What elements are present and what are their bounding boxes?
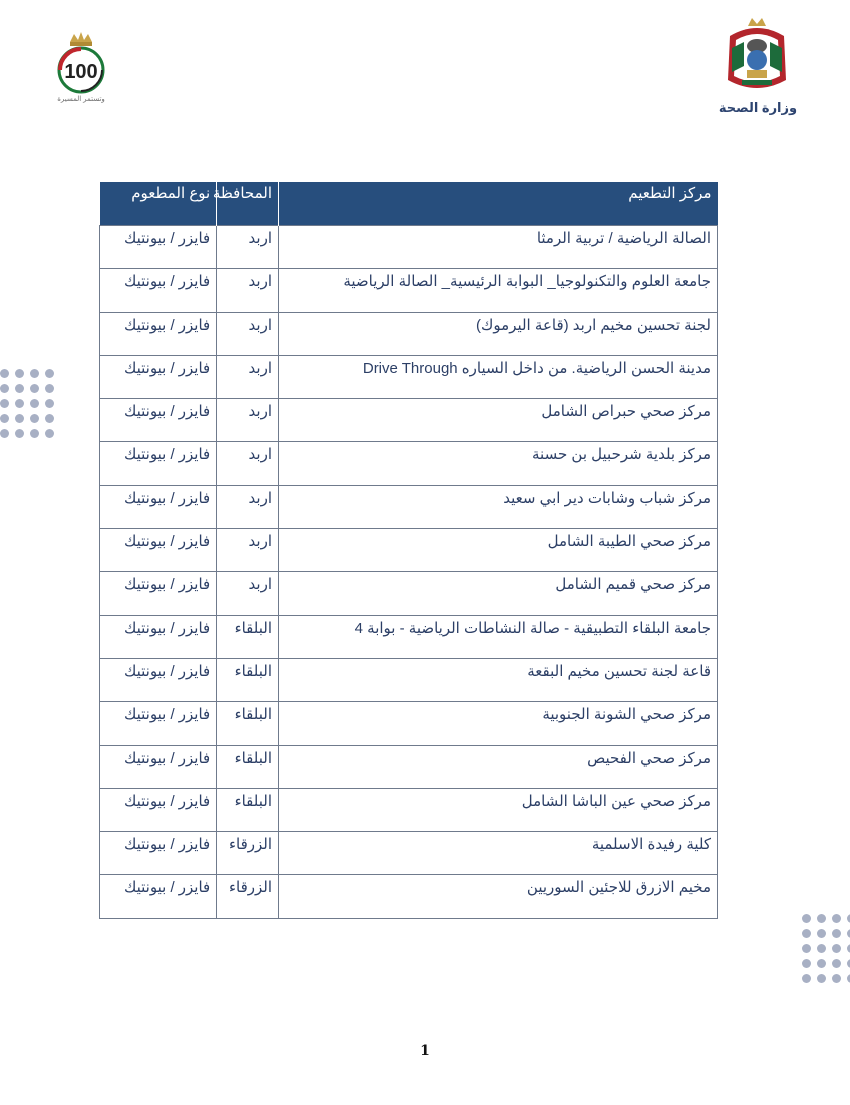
- cell-governorate: البلقاء: [217, 788, 279, 831]
- cell-vaccine: فايزر / بيونتيك: [100, 572, 217, 615]
- cell-vaccine: فايزر / بيونتيك: [100, 355, 217, 398]
- cell-vaccine: فايزر / بيونتيك: [100, 745, 217, 788]
- table-row: [100, 658, 718, 701]
- table-row: [100, 832, 718, 875]
- ministry-logo: [722, 14, 792, 100]
- cell-governorate: اربد: [217, 312, 279, 355]
- cell-vaccine: فايزر / بيونتيك: [100, 269, 217, 312]
- table-row: [100, 442, 718, 485]
- cell-vaccine: فايزر / بيونتيك: [100, 875, 217, 918]
- cell-center: لجنة تحسين مخيم اربد (قاعة اليرموك): [279, 312, 718, 355]
- cell-governorate: اربد: [217, 269, 279, 312]
- vaccination-sites-table: [99, 182, 718, 919]
- header-governorate: المحافظة: [217, 182, 279, 226]
- cell-governorate: الزرقاء: [217, 875, 279, 918]
- cell-governorate: اربد: [217, 355, 279, 398]
- table-row: [100, 269, 718, 312]
- cell-governorate: الزرقاء: [217, 832, 279, 875]
- cell-vaccine: فايزر / بيونتيك: [100, 226, 217, 269]
- cell-governorate: البلقاء: [217, 702, 279, 745]
- decorative-dots-right: [802, 914, 850, 983]
- cell-vaccine: فايزر / بيونتيك: [100, 312, 217, 355]
- cell-center: مركز صحي الشونة الجنوبية: [279, 702, 718, 745]
- table-row: [100, 875, 718, 918]
- cell-center: كلية رفيدة الاسلمية: [279, 832, 718, 875]
- cell-governorate: اربد: [217, 485, 279, 528]
- header-center: مركز التطعيم: [279, 182, 718, 226]
- table-header-row: [100, 182, 718, 226]
- cell-vaccine: فايزر / بيونتيك: [100, 529, 217, 572]
- cell-governorate: البلقاء: [217, 615, 279, 658]
- cell-vaccine: فايزر / بيونتيك: [100, 658, 217, 701]
- centennial-tagline: وتستمر المسيرة: [57, 96, 105, 103]
- cell-vaccine: فايزر / بيونتيك: [100, 442, 217, 485]
- table-row: [100, 788, 718, 831]
- table-row: [100, 702, 718, 745]
- table-row: [100, 312, 718, 355]
- cell-governorate: اربد: [217, 529, 279, 572]
- cell-center: مركز بلدية شرحبيل بن حسنة: [279, 442, 718, 485]
- table-row: [100, 529, 718, 572]
- cell-governorate: اربد: [217, 442, 279, 485]
- cell-vaccine: فايزر / بيونتيك: [100, 399, 217, 442]
- cell-governorate: البلقاء: [217, 745, 279, 788]
- cell-center: مركز صحي قميم الشامل: [279, 572, 718, 615]
- cell-center: مركز صحي الطيبة الشامل: [279, 529, 718, 572]
- table-row: [100, 615, 718, 658]
- centennial-100-icon: [46, 28, 116, 98]
- table-row: [100, 355, 718, 398]
- decorative-dots-left: [0, 369, 54, 438]
- cell-center: قاعة لجنة تحسين مخيم البقعة: [279, 658, 718, 701]
- ministry-name: وزارة الصحة: [718, 100, 798, 115]
- cell-governorate: اربد: [217, 572, 279, 615]
- cell-center: مركز شباب وشابات دير ابي سعيد: [279, 485, 718, 528]
- cell-center: مركز صحي حبراص الشامل: [279, 399, 718, 442]
- jordan-coat-of-arms-icon: [722, 14, 792, 100]
- cell-center: جامعة البلقاء التطبيقية - صالة النشاطات الرياضية - بوابة 4: [279, 615, 718, 658]
- table-row: [100, 485, 718, 528]
- table-row: [100, 226, 718, 269]
- cell-vaccine: فايزر / بيونتيك: [100, 485, 217, 528]
- table-row: [100, 399, 718, 442]
- cell-center: مدينة الحسن الرياضية. من داخل السياره Drive Through: [279, 355, 718, 398]
- cell-vaccine: فايزر / بيونتيك: [100, 832, 217, 875]
- centennial-number: 100: [64, 61, 98, 83]
- cell-vaccine: فايزر / بيونتيك: [100, 702, 217, 745]
- cell-center: الصالة الرياضية / تربية الرمثا: [279, 226, 718, 269]
- cell-vaccine: فايزر / بيونتيك: [100, 615, 217, 658]
- cell-center: مركز صحي الفحيص: [279, 745, 718, 788]
- cell-governorate: اربد: [217, 399, 279, 442]
- table-row: [100, 745, 718, 788]
- cell-governorate: اربد: [217, 226, 279, 269]
- table-row: [100, 572, 718, 615]
- page-number: 1: [420, 1043, 430, 1059]
- cell-center: مخيم الازرق للاجئين السوريين: [279, 875, 718, 918]
- header-vaccine: نوع المطعوم: [100, 182, 217, 226]
- cell-center: مركز صحي عين الباشا الشامل: [279, 788, 718, 831]
- cell-vaccine: فايزر / بيونتيك: [100, 788, 217, 831]
- cell-governorate: البلقاء: [217, 658, 279, 701]
- cell-center: جامعة العلوم والتكنولوجيا_ البوابة الرئيسية_ الصالة الرياضية: [279, 269, 718, 312]
